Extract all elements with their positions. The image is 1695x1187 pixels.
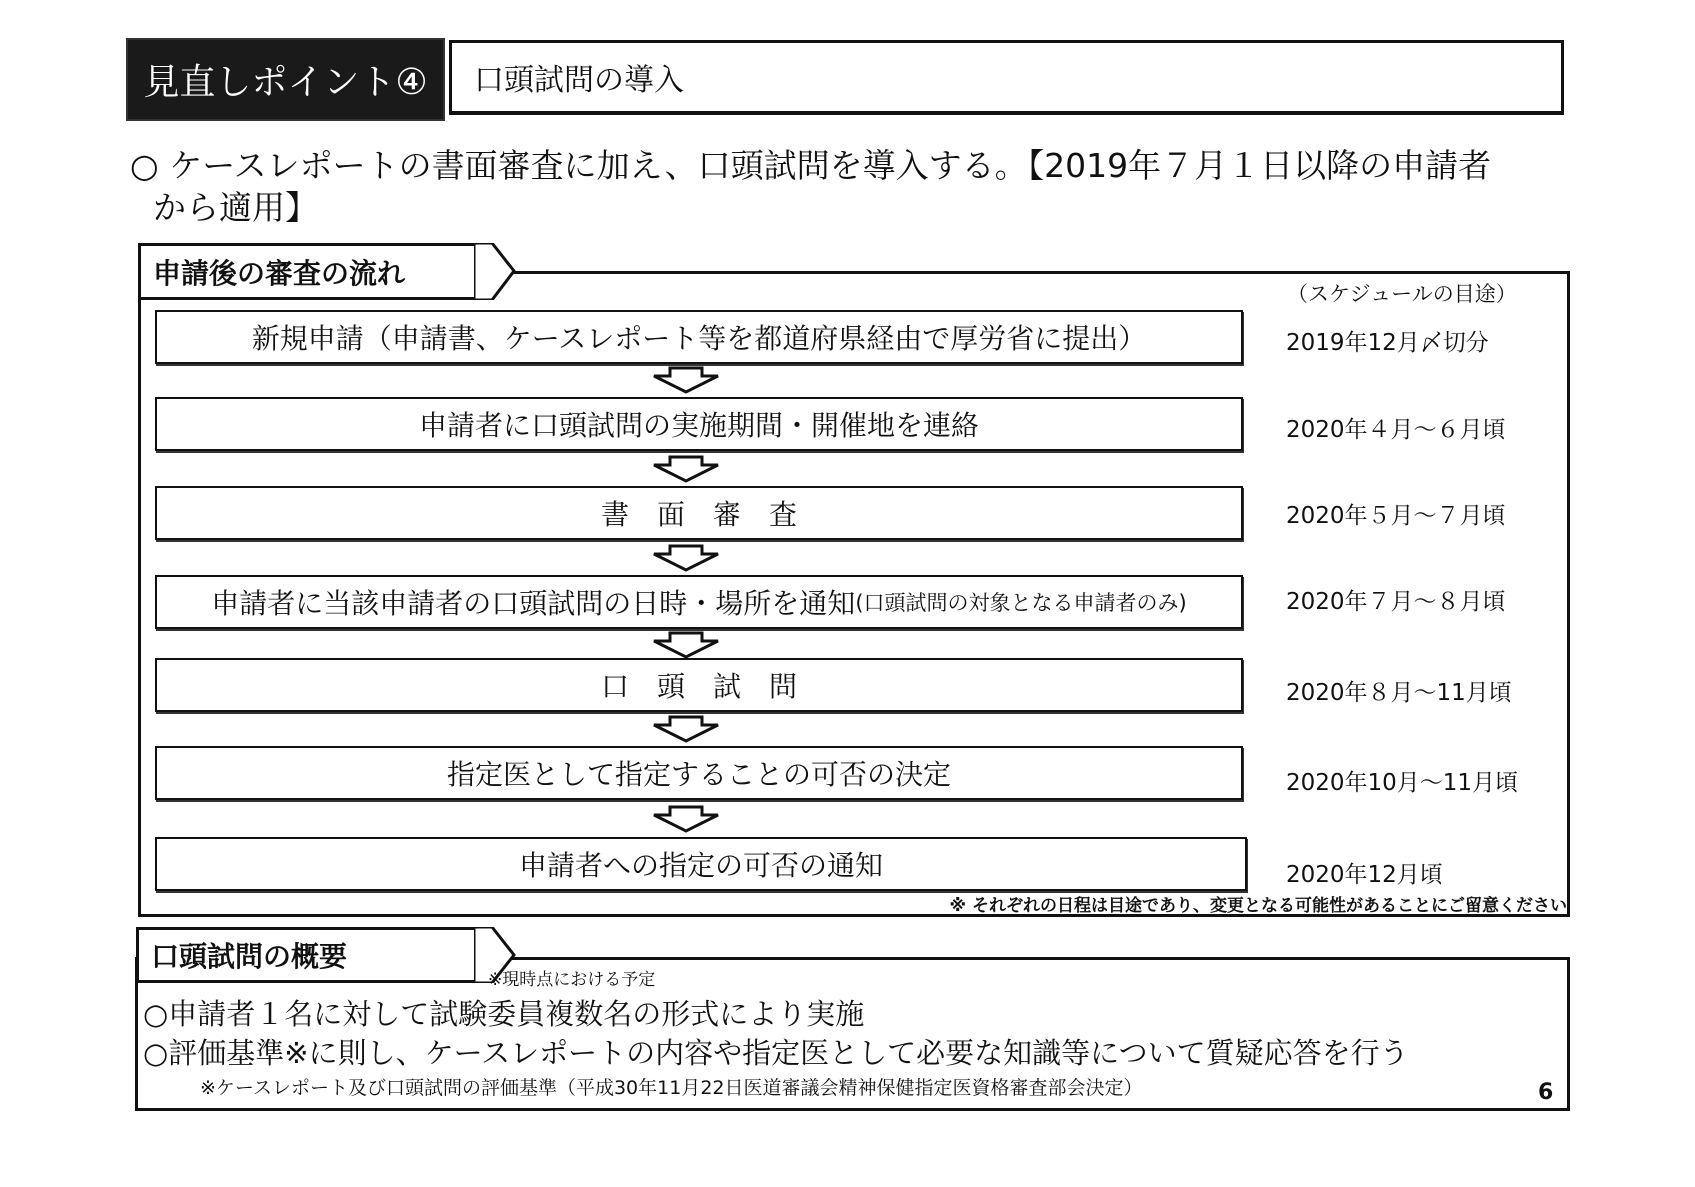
schedule-date-7: 2020年12月頃	[1286, 862, 1443, 888]
tab-arrow-shape	[474, 243, 516, 300]
overview-item-2: ○評価基準※に則し、ケースレポートの内容や指定医として必要な知識等について質疑応答を行う	[143, 1036, 1409, 1070]
lead-line-2: から適用】	[153, 188, 318, 227]
down-arrow-icon	[650, 631, 722, 659]
down-arrow-icon	[650, 366, 722, 394]
schedule-date-1: 2019年12月〆切分	[1286, 330, 1489, 356]
down-arrow-icon	[650, 544, 722, 572]
schedule-footnote: ※ それぞれの日程は目途であり、変更となる可能性があることにご留意ください	[949, 896, 1567, 916]
flow-step-1: 新規申請（申請書、ケースレポート等を都道府県経由で厚労省に提出）	[155, 310, 1243, 364]
overview-heading-tab	[136, 927, 476, 983]
down-arrow-icon	[650, 805, 722, 833]
page-title	[449, 40, 1564, 115]
tentative-note: ※現時点における予定	[488, 970, 656, 990]
review-point-label: 見直しポイント④	[128, 40, 443, 119]
flow-step-4-note: (口頭試問の対象となる申請者のみ)	[855, 591, 1187, 615]
schedule-date-2: 2020年４月～６月頃	[1286, 417, 1506, 443]
down-arrow-icon	[650, 715, 722, 743]
lead-line-1: ○ ケースレポートの書面審査に加え、口頭試問を導入する。【2019年７月１日以降の申請者	[130, 146, 1492, 185]
down-arrow-icon	[650, 455, 722, 483]
schedule-date-5: 2020年８月～11月頃	[1286, 680, 1512, 706]
flow-step-7: 申請者への指定の可否の通知	[155, 837, 1247, 891]
schedule-date-6: 2020年10月～11月頃	[1286, 770, 1519, 796]
page-number: 6	[1538, 1080, 1554, 1105]
evaluation-criteria-note: ※ケースレポート及び口頭試問の評価基準（平成30年11月22日医道審議会精神保健指定医資格審査部会決定）	[200, 1077, 1143, 1099]
page-title-text: 口頭試問の導入	[474, 63, 684, 98]
schedule-date-4: 2020年７月～８月頃	[1286, 589, 1506, 615]
overview-item-1: ○申請者１名に対して試験委員複数名の形式により実施	[143, 997, 865, 1031]
flow-step-6: 指定医として指定することの可否の決定	[155, 746, 1243, 800]
overview-heading: 口頭試問の概要	[151, 940, 348, 973]
flow-step-5: 口 頭 試 問	[155, 658, 1243, 712]
schedule-date-3: 2020年５月～７月頃	[1286, 503, 1506, 529]
flow-step-4: 申請者に当該申請者の口頭試問の日時・場所を通知 (口頭試問の対象となる申請者のみ)	[155, 575, 1243, 629]
flow-heading-tab	[138, 243, 476, 300]
flow-heading: 申請後の審査の流れ	[153, 256, 406, 290]
flow-step-3: 書 面 審 査	[155, 486, 1243, 540]
schedule-heading: （スケジュールの目途）	[1287, 282, 1517, 306]
flow-step-2: 申請者に口頭試問の実施期間・開催地を連絡	[155, 397, 1243, 451]
